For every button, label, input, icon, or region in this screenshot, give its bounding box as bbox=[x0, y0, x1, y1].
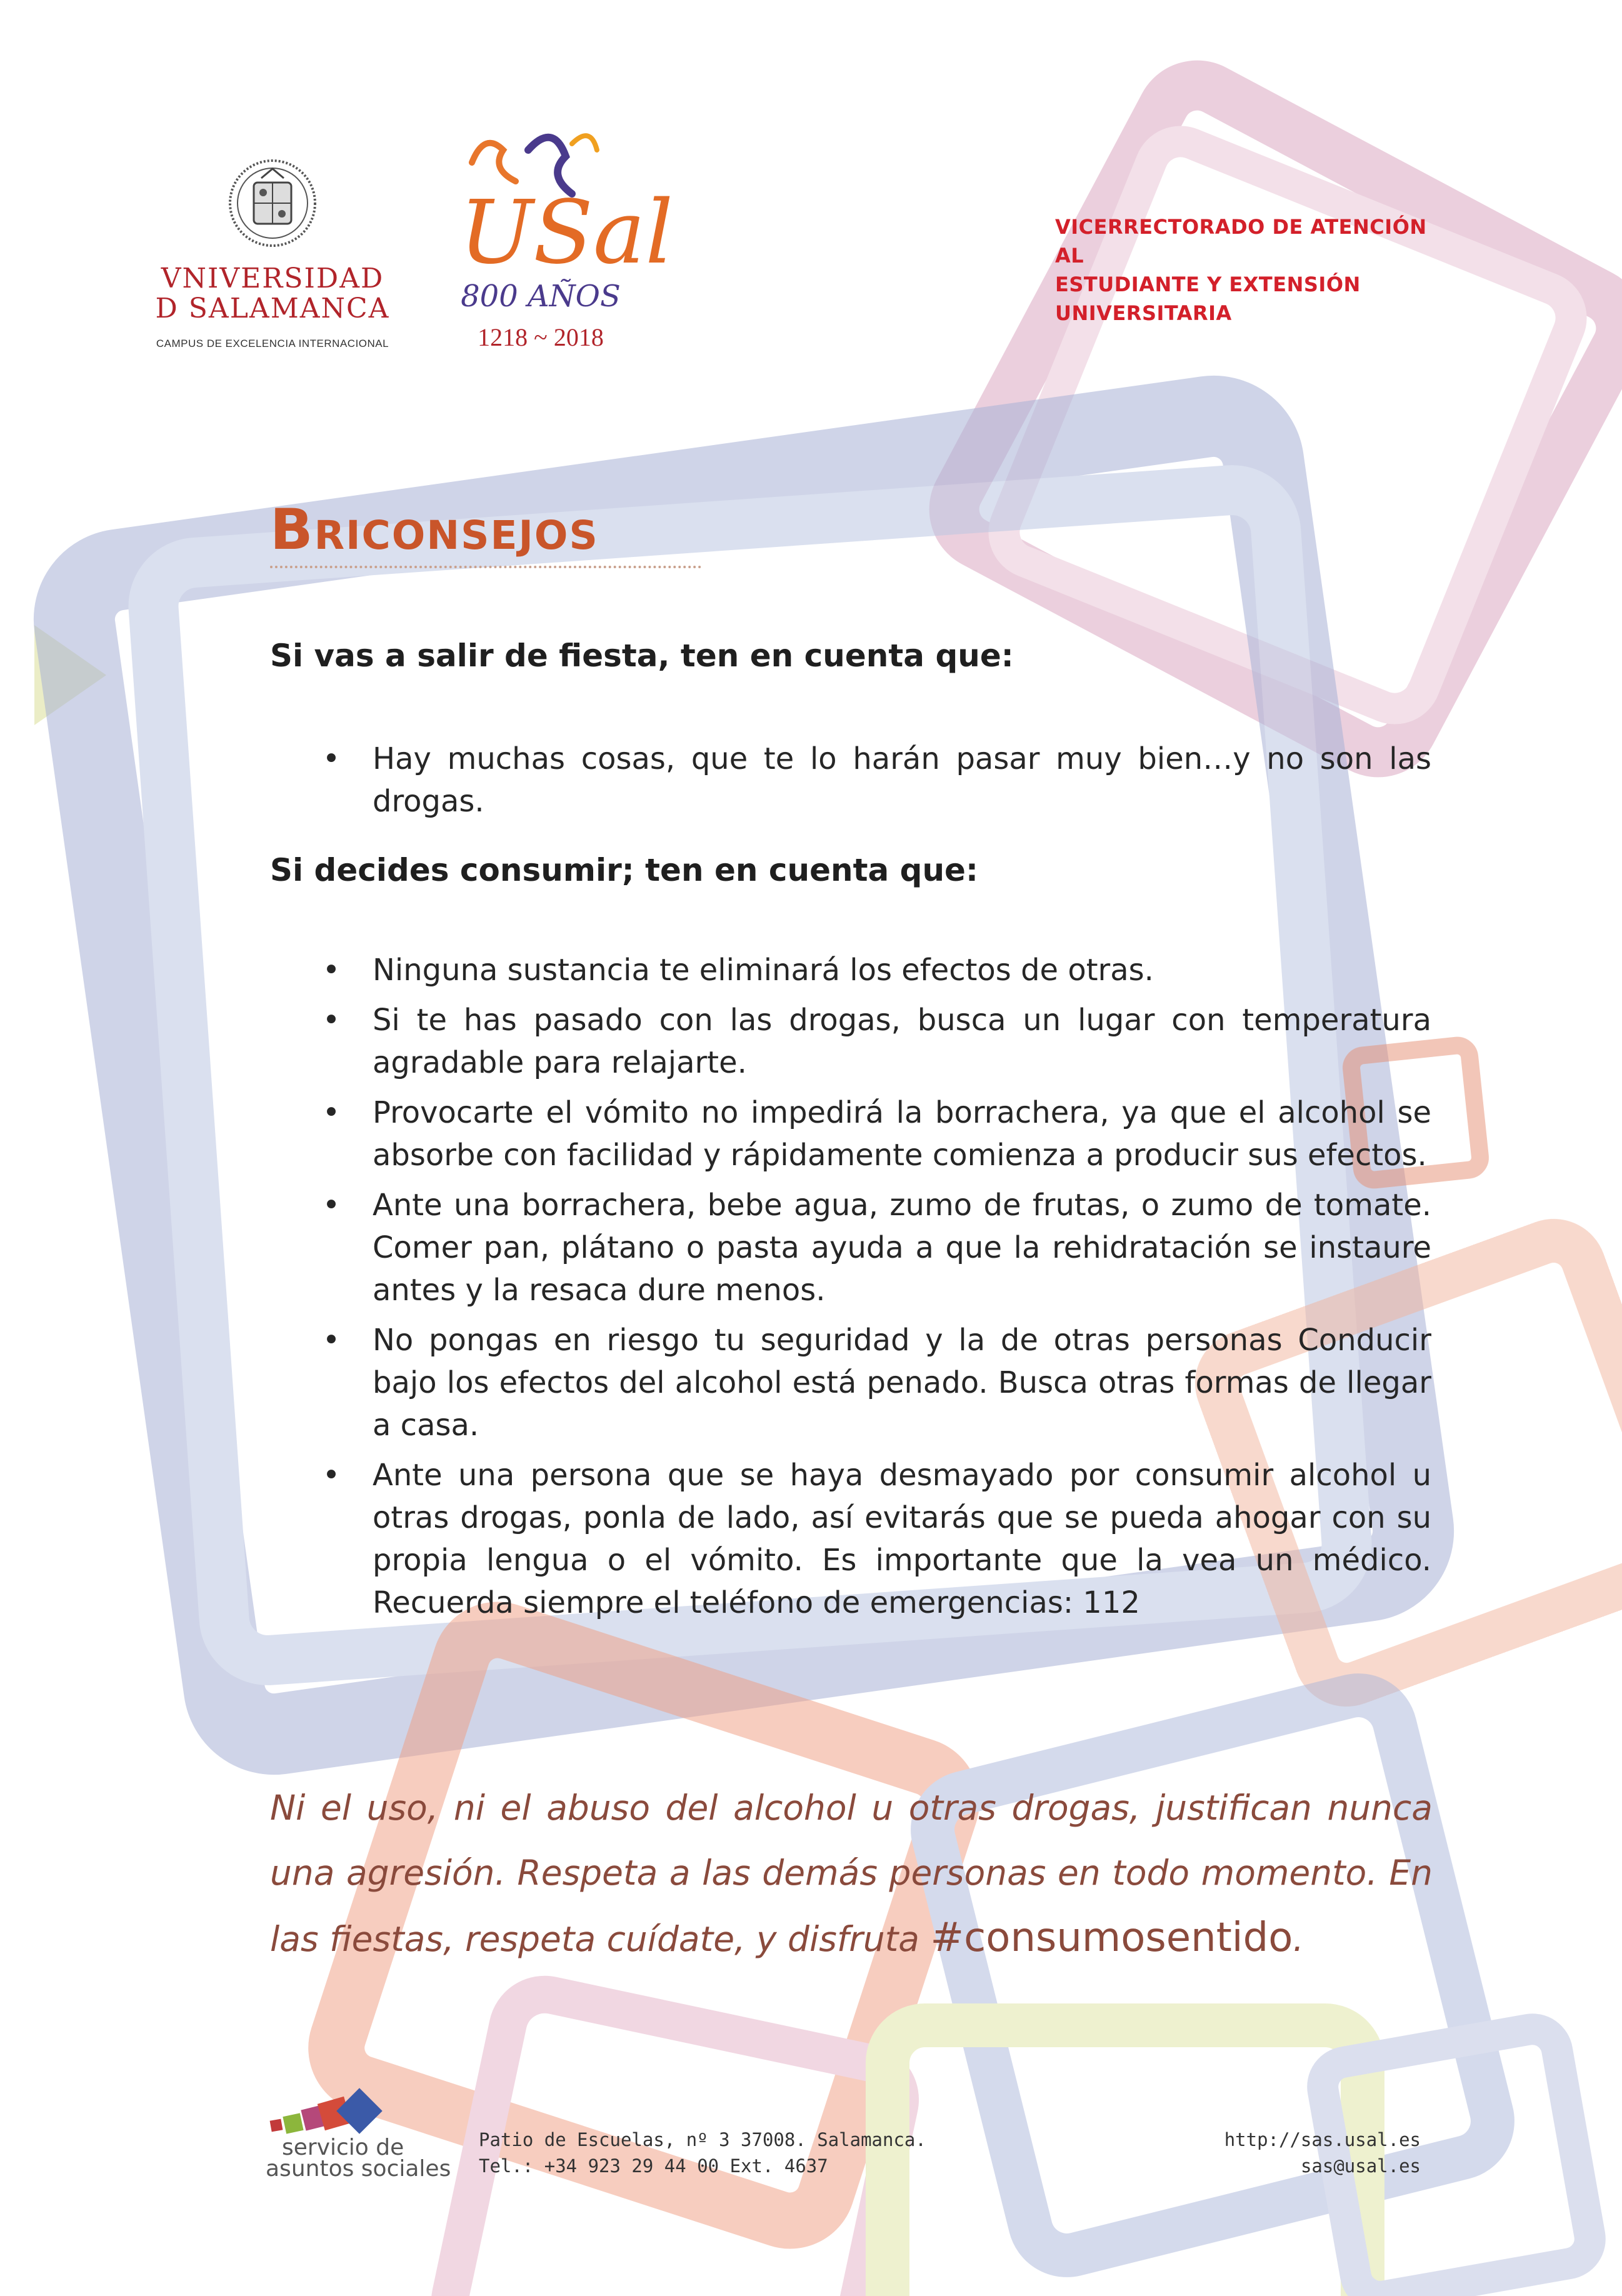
list-item bbox=[319, 1091, 1431, 1176]
list-item bbox=[319, 738, 1431, 823]
slogan-end: . bbox=[1293, 1919, 1304, 1959]
footer-address bbox=[479, 2127, 926, 2179]
sas-logo bbox=[266, 2091, 453, 2182]
list-item-text: Ante una borrachera, bebe agua, zumo de frutas, o zumo de tomate. Comer pan, plátano o pasta ayuda a que la rehidratación se instaure antes y la resaca dure menos. bbox=[373, 1188, 1431, 1308]
footer-contact bbox=[1224, 2127, 1421, 2179]
bullet-icon: • bbox=[322, 953, 341, 988]
email-link[interactable]: sas@usal.es bbox=[1300, 2155, 1421, 2177]
list-item bbox=[319, 1184, 1431, 1311]
list-item-text: No pongas en riesgo tu seguridad y la de otras personas Conducir bajo los efectos del alcohol está penado. Busca otras formas de llegar a casa. bbox=[373, 1323, 1431, 1443]
title-underline bbox=[270, 566, 701, 568]
tips-list-party bbox=[319, 738, 1431, 830]
vicerrectorado-label bbox=[1055, 213, 1443, 328]
page-title: Briconsejos bbox=[270, 497, 599, 563]
vicerrectorado-line: ESTUDIANTE Y EXTENSIÓN bbox=[1055, 273, 1361, 296]
usal-wordmark: USal bbox=[459, 182, 674, 284]
slogan bbox=[270, 1775, 1433, 1972]
phone-line: Tel.: +34 923 29 44 00 Ext. 4637 bbox=[479, 2155, 828, 2177]
usal-800-emblem-icon bbox=[447, 125, 674, 284]
list-item-text: Provocarte el vómito no impedirá la borrachera, ya que el alcohol se absorbe con facilidad y rápidamente comienza a producir sus efectos. bbox=[373, 1095, 1431, 1173]
vicerrectorado-line: UNIVERSITARIA bbox=[1055, 301, 1232, 325]
university-crest-icon bbox=[223, 156, 323, 250]
sas-logo-word1: servicio de bbox=[282, 2135, 404, 2160]
university-name-line2: D SALAMANCA bbox=[155, 293, 390, 324]
address-line: Patio de Escuelas, nº 3 37008. Salamanca. bbox=[479, 2129, 926, 2150]
bullet-icon: • bbox=[322, 1095, 341, 1130]
sas-logo-word2: asuntos sociales bbox=[266, 2156, 451, 2182]
campus-label: CAMPUS DE EXCELENCIA INTERNACIONAL bbox=[156, 338, 389, 349]
list-item-text: Ante una persona que se haya desmayado por consumir alcohol u otras drogas, ponla de lado, así evitarás que se pueda ahogar con su propia lengua o el vómito. Es importante que la vea un médico. Recuerda siempre el teléfono de emergencias: 112 bbox=[373, 1458, 1431, 1620]
university-logo bbox=[141, 156, 404, 356]
list-item-text: Hay muchas cosas, que te lo harán pasar muy bien…y no son las drogas. bbox=[373, 741, 1431, 819]
university-name-line1: VNIVERSIDAD bbox=[161, 263, 384, 294]
slogan-hashtag: #consumosentido bbox=[930, 1915, 1293, 1961]
vicerrectorado-line: VICERRECTORADO DE ATENCIÓN AL bbox=[1055, 215, 1427, 268]
list-item-text: Ninguna sustancia te eliminará los efectos de otras. bbox=[373, 953, 1154, 988]
anniversary-years: 800 AÑOS bbox=[461, 279, 621, 314]
anniversary-span: 1218 ~ 2018 bbox=[478, 323, 604, 351]
section-heading-party: Si vas a salir de fiesta, ten en cuenta que: bbox=[270, 638, 1014, 674]
list-item bbox=[319, 999, 1431, 1084]
section-heading-consume: Si decides consumir; ten en cuenta que: bbox=[270, 852, 978, 888]
anniversary-logo bbox=[438, 125, 674, 363]
bullet-icon: • bbox=[322, 1458, 341, 1493]
bullet-icon: • bbox=[322, 1323, 341, 1358]
list-item bbox=[319, 1319, 1431, 1446]
list-item-text: Si te has pasado con las drogas, busca un lugar con temperatura agradable para relajarte. bbox=[373, 1003, 1431, 1080]
list-item bbox=[319, 949, 1431, 991]
website-link[interactable]: http://sas.usal.es bbox=[1224, 2129, 1421, 2150]
bullet-icon: • bbox=[322, 1188, 341, 1223]
bullet-icon: • bbox=[322, 1003, 341, 1038]
list-item bbox=[319, 1454, 1431, 1624]
tips-list-consume bbox=[319, 949, 1431, 1632]
slogan-text: Ni el uso, ni el abuso del alcohol u otras drogas, justifican nunca una agresión. Respeta a las demás personas en todo momento. En las fiestas, respeta cuídate, y disfruta bbox=[270, 1788, 1433, 1959]
bullet-icon: • bbox=[322, 741, 341, 776]
